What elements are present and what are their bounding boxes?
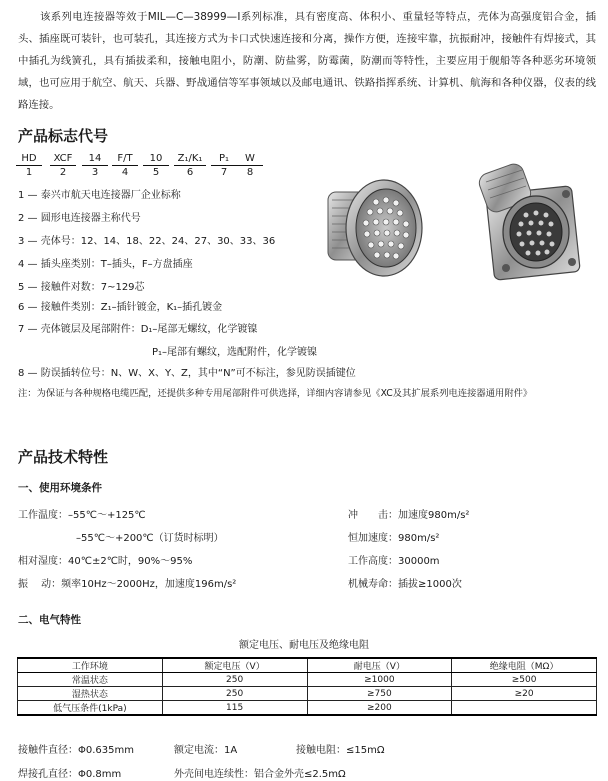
- code-item: 8 — 防误插转位号：N、W、X、Y、Z，其中“N”可不标注，参见防误插键位: [18, 368, 356, 379]
- contact-resistance: 接触电阻：≤15mΩ: [296, 745, 385, 756]
- table-cell: 250: [162, 673, 307, 687]
- code-part: XCF 2: [50, 153, 76, 178]
- intro-paragraph: 该系列电连接器等效于MIL—C—38999—Ⅰ系列标准，具有密度高、体积小、重量轻等特点，壳体为高强度铝合金，插头、插座既可装针，也可装孔，其连接方式为卡口式快速连接和分离，操作方便，连接牢靠，抗振耐冲，接触件有焊接式，其中插孔为线簧孔，具有插拔柔和，接触电阻小，防潮、防盐雾，防霉菌，防潮而等特性，主要应用于舰船等各种恶劣环境领域，也可应用于航空、航天、兵器、野战通信等军事领域以及邮电通讯、铁路指挥系统、计算机、航海和各种仪器，仪表的线路连接。: [18, 11, 596, 111]
- code-item: P₁–尾部有螺纹，选配附件，化学镀镍: [152, 347, 318, 358]
- table-header-cell: 绝缘电阻（MΩ）: [452, 658, 597, 673]
- code-item: 3 — 壳体号：12、14、18、22、24、27、30、33、36: [18, 236, 276, 247]
- env-left-item: 振 动：频率10Hz～2000Hz，加速度196m/s²: [18, 579, 237, 590]
- spec-table: [17, 657, 597, 716]
- code-section-title: 产品标志代号: [18, 127, 109, 145]
- table-row: [18, 701, 597, 716]
- env-section-title: 一、使用环境条件: [18, 482, 102, 494]
- code-part: 14 3: [82, 153, 108, 178]
- table-header-cell: 耐电压（V）: [307, 658, 452, 673]
- env-left-item: 相对湿度：40℃±2℃时，90%～95%: [18, 556, 193, 567]
- env-right-item: 恒加速度：980m/s²: [348, 533, 440, 544]
- elec-section-title: 二、电气特性: [18, 614, 81, 626]
- table-row: [18, 673, 597, 687]
- code-item: 1 — 泰兴市航天电连接器厂企业标称: [18, 190, 181, 201]
- table-cell: 湿热状态: [18, 687, 163, 701]
- code-item: 6 — 接触件类别：Z₁–插针镀金，K₁–插孔镀金: [18, 302, 223, 313]
- contact-diameter: 接触件直径：Φ0.635mm: [18, 745, 134, 756]
- table-cell: ≥1000: [307, 673, 452, 687]
- code-item: 5 — 接触件对数：7~129芯: [18, 282, 145, 293]
- env-left-item: –55℃～+200℃（订货时标明）: [76, 533, 224, 544]
- code-part: Z₁/K₁ 6: [174, 153, 206, 178]
- rated-current: 额定电流：1A: [174, 745, 238, 756]
- table-cell: 低气压条件(1kPa): [18, 701, 163, 716]
- note-text: 注：为保证与各种规格电缆匹配，还提供多种专用尾部附件可供选择，详细内容请参见《XC及其扩展系列电连接器通用附件》: [18, 388, 533, 399]
- env-right-item: 机械寿命：插拔≥1000次: [348, 579, 462, 590]
- table-cell: ≥20: [452, 687, 597, 701]
- table-cell: ≥500: [452, 673, 597, 687]
- env-right-item: 冲 击：加速度980m/s²: [348, 510, 470, 521]
- table-header-cell: 额定电压（V）: [162, 658, 307, 673]
- code-part: F/T 4: [112, 153, 138, 178]
- solder-hole-diameter: 焊接孔直径：Φ0.8mm: [18, 769, 122, 780]
- table-cell: ≥750: [307, 687, 452, 701]
- code-part: HD 1: [16, 153, 42, 178]
- table-header-row: [18, 658, 597, 673]
- table-cell: 250: [162, 687, 307, 701]
- code-part: P₁ 7: [211, 153, 237, 178]
- env-left-item: 工作温度：–55℃～+125℃: [18, 510, 146, 521]
- code-item: 7 — 壳体镀层及尾部附件：D₁–尾部无螺纹，化学镀镍: [18, 324, 258, 335]
- table-cell: [452, 701, 597, 716]
- connector-photo: [314, 160, 604, 290]
- table-header-cell: 工作环境: [18, 658, 163, 673]
- code-item: 4 — 插头座类别：T–插头，F–方盘插座: [18, 259, 193, 270]
- table-cell: 115: [162, 701, 307, 716]
- shell-continuity: 外壳间电连续性：铝合金外壳≤2.5mΩ: [174, 769, 346, 780]
- code-item: 2 — 圆形电连接器主称代号: [18, 213, 141, 224]
- table-row: [18, 687, 597, 701]
- table-caption: 额定电压、耐电压及绝缘电阻: [239, 640, 369, 651]
- code-part: 10 5: [143, 153, 169, 178]
- table-cell: ≥200: [307, 701, 452, 716]
- env-right-item: 工作高度：30000m: [348, 556, 440, 567]
- code-part: W 8: [237, 153, 263, 178]
- table-cell: 常温状态: [18, 673, 163, 687]
- tech-section-title: 产品技术特性: [18, 448, 109, 466]
